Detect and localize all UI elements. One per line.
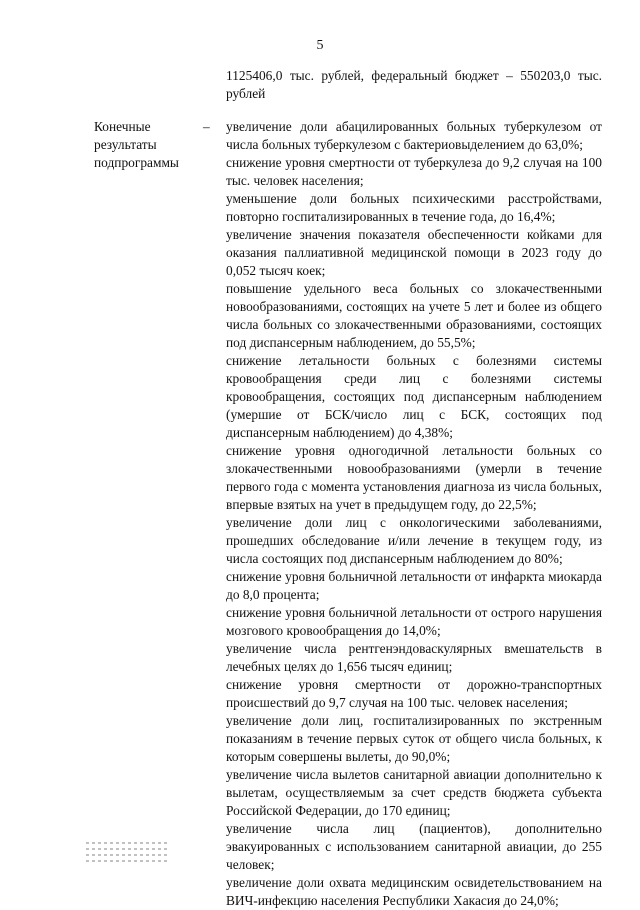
faded-stamp-mark [86, 838, 168, 878]
result-item: снижение летальности больных с болезнями системы кровообращения среди лиц с болезнями системы кровообращения, состоящих под диспансерным наблюдением (умершие от БСК/число лиц с БСК, состоящих под диспансерным наблюдением) до 4,38%; [226, 353, 602, 440]
result-item: снижение уровня смертности от туберкулеза до 9,2 случая на 100 тыс. человек населения; [226, 155, 602, 188]
result-item: увеличение числа рентгенэндоваскулярных вмешательств в лечебных целях до 1,656 тысяч единиц; [226, 641, 602, 674]
result-item: увеличение числа вылетов санитарной авиации дополнительно к вылетам, осуществляемым за счет средств бюджета субъекта Российской Федерации, до 170 единиц; [226, 767, 602, 818]
result-item: увеличение числа лиц (пациентов), дополнительно эвакуированных с использованием санитарной авиации, до 255 человек; [226, 821, 602, 872]
result-item: увеличение доли охвата медицинским освидетельствованием на ВИЧ-инфекцию населения Республики Хакасия до 24,0%; [226, 875, 602, 908]
result-item: снижение уровня больничной летальности от инфаркта миокарда до 8,0 процента; [226, 569, 602, 602]
result-item: снижение уровня одногодичной летальности больных со злокачественными новообразованиями (умерли в течение первого года с момента установления диагноза из числа больных, впервые взятых на учет в предыдущем году, до 22,5%; [226, 443, 602, 512]
results-list [226, 118, 602, 910]
page-number: 5 [316, 38, 324, 53]
result-item: увеличение доли абацилированных больных туберкулезом от числа больных туберкулезом с бактериовыделением до 63,0%; [226, 119, 602, 152]
result-item: повышение удельного веса больных со злокачественными новообразованиями, состоящих на учете 5 лет и более из общего числа больных со злокачественными образованиями, состоящих под диспансерным наблюдением, до 55,5%; [226, 281, 602, 350]
result-item: увеличение значения показателя обеспеченности койками для оказания паллиативной медицинской помощи в 2023 году до 0,052 тысяч коек; [226, 227, 602, 278]
result-item: увеличение доли лиц, госпитализированных по экстренным показаниям в течение первых суток от общего числа больных, к которым совершены вылеты, до 90,0%; [226, 713, 602, 764]
result-item: снижение уровня смертности от дорожно-транспортных происшествий до 9,7 случая на 100 тыс. человек населения; [226, 677, 602, 710]
result-item: увеличение доли лиц с онкологическими заболеваниями, прошедших обследование и/или лечение в текущем году, из числа состоящих под диспансерным наблюдением до 80%; [226, 515, 602, 566]
result-item: уменьшение доли больных психическими расстройствами, повторно госпитализированных в течение года, до 16,4%; [226, 191, 602, 224]
section-label: Конечные результаты подпрограммы [94, 119, 179, 170]
result-item: снижение уровня больничной летальности от острого нарушения мозгового кровообращения до 14,0%; [226, 605, 602, 638]
budget-continuation-text: 1125406,0 тыс. рублей, федеральный бюджет – 550203,0 тыс. рублей [226, 68, 602, 101]
label-dash: – [203, 119, 210, 134]
